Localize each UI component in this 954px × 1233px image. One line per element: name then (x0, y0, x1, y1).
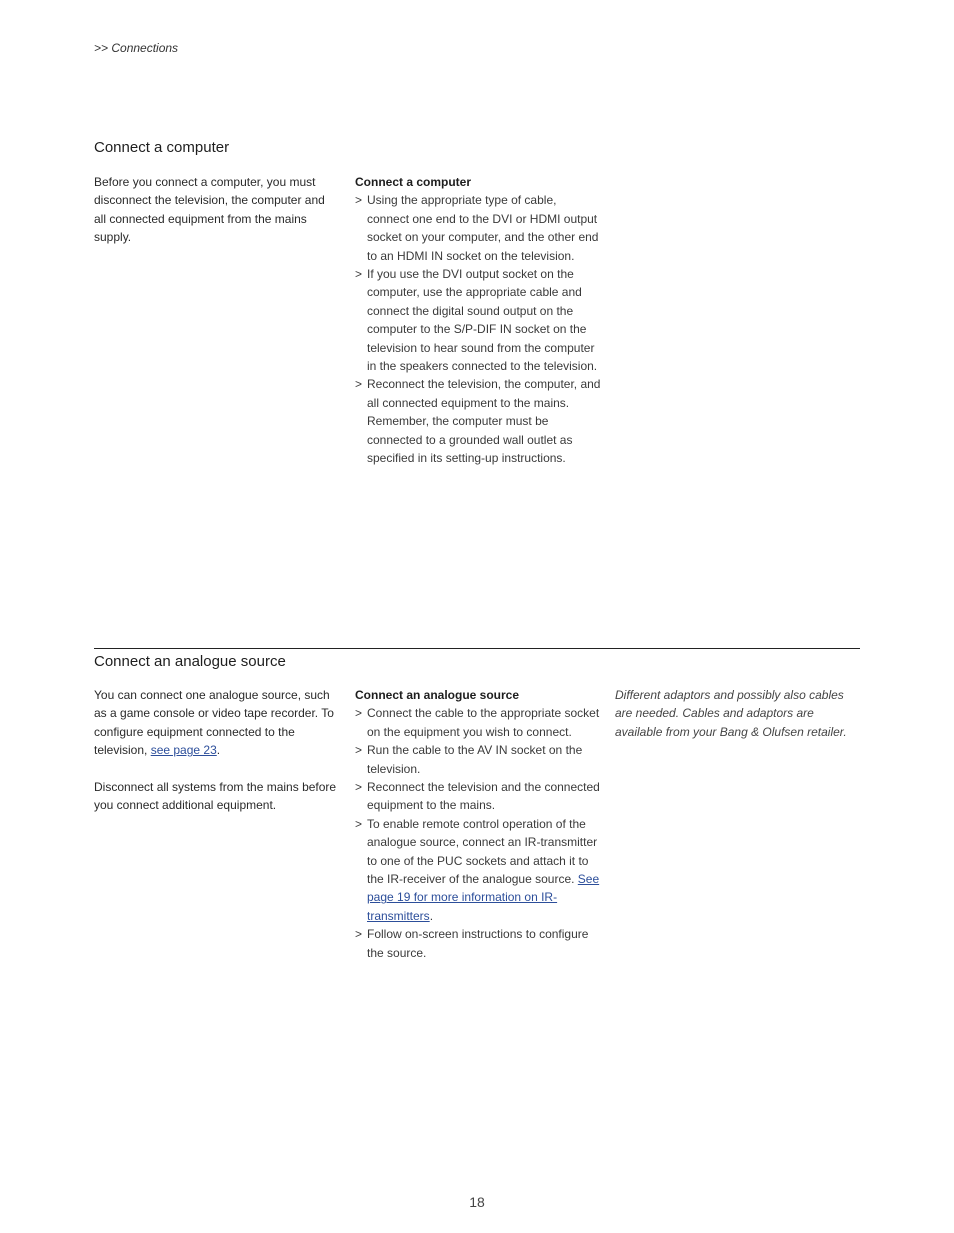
analogue-intro-column (94, 686, 340, 815)
analogue-intro-text (94, 686, 340, 760)
analogue-intro-body: You can connect one analogue source, such as a game console or video tape recorder. To configure equipment connected to the television, (94, 688, 334, 758)
analogue-step-5: > Follow on-screen instructions to configure the source. (355, 925, 601, 962)
section-divider (94, 648, 860, 649)
analogue-step-2: > Run the cable to the AV IN socket on the television. (355, 741, 601, 778)
analogue-steps-heading: Connect an analogue source (355, 688, 520, 702)
see-page-19-link[interactable]: See page 19 for more information on IR-transmitters (367, 872, 600, 923)
analogue-step-3: > Reconnect the television and the connected equipment to the mains. (355, 778, 601, 815)
breadcrumb: >> Connections (94, 41, 179, 55)
computer-step-2: > If you use the DVI output socket on the computer, use the appropriate cable and connect the digital sound output on the computer to the S/P-DIF IN socket on the television to hear sound from the computer in the speakers connected to the television. (355, 265, 601, 375)
computer-intro-text: Before you connect a computer, you must disconnect the television, the computer and all connected equipment from the mains supply. (94, 175, 325, 245)
computer-steps-list (355, 191, 601, 467)
see-page-23-link[interactable]: see page 23 (150, 743, 217, 758)
section-title-connect-computer: Connect a computer (94, 139, 230, 156)
analogue-note-column (615, 686, 859, 741)
analogue-disconnect-text: Disconnect all systems from the mains before you connect additional equipment. (94, 780, 337, 813)
adaptors-note: Different adaptors and possibly also cables are needed. Cables and adaptors are available from your Bang & Olufsen retailer. (615, 688, 847, 739)
analogue-steps-list (355, 704, 601, 962)
computer-intro-column (94, 173, 340, 247)
computer-step-3: > Reconnect the television, the computer, and all connected equipment to the mains. Remember, the computer must be connected to a grounded wall outlet as specified in its setting-up instructions. (355, 375, 601, 467)
computer-step-1: > Using the appropriate type of cable, connect one end to the DVI or HDMI output socket on your computer, and the other end to an HDMI IN socket on the television. (355, 191, 601, 265)
analogue-step-4-text: To enable remote control operation of the analogue source, connect an IR-transmitter to one of the PUC sockets and attach it to the IR-receiver of the analogue source. (367, 816, 598, 887)
analogue-intro-period: . (216, 743, 221, 758)
page-number: 18 (469, 1194, 485, 1210)
analogue-steps-column (355, 686, 601, 962)
section-title-connect-analogue: Connect an analogue source (94, 653, 286, 670)
analogue-step-4 (355, 815, 601, 925)
analogue-step-1: > Connect the cable to the appropriate socket on the equipment you wish to connect. (355, 704, 601, 741)
computer-steps-column (355, 173, 601, 468)
computer-steps-heading: Connect a computer (355, 175, 472, 189)
analogue-step-4-period: . (429, 908, 434, 923)
